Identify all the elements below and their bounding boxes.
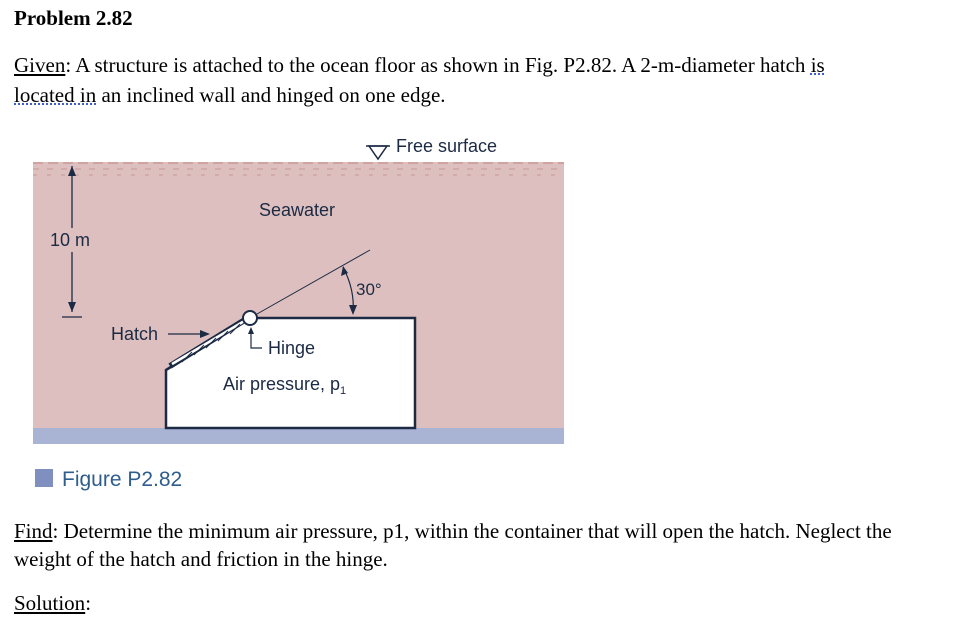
air-pressure-subscript: 1 <box>340 385 347 397</box>
free-surface-symbol-icon <box>369 146 387 159</box>
find-text: : Determine the minimum air pressure, p1, within the container that will open the hatch. Neglect the weight of the hatch and friction in the hinge. <box>14 519 892 571</box>
given-text: : A structure is attached to the ocean floor as shown in Fig. P2.82. A 2-m-diameter hatch <box>65 53 811 77</box>
hatch-label: Hatch <box>111 324 159 344</box>
figure-caption: Figure P2.82 <box>62 468 183 491</box>
hinge-label: Hinge <box>268 338 316 358</box>
solution-suffix: : <box>85 591 92 615</box>
solution-label: Solution <box>14 591 86 615</box>
depth-label: 10 m <box>50 230 91 250</box>
given-text-end: an inclined wall and hinged on one edge. <box>96 83 446 107</box>
given-text-dotted-1: is <box>810 53 825 77</box>
find-label: Find <box>14 519 53 543</box>
given-label: Given <box>14 53 66 77</box>
find-paragraph <box>14 517 954 573</box>
figure-p2-82 <box>30 130 570 500</box>
given-paragraph <box>14 50 954 110</box>
seawater-label: Seawater <box>259 200 336 220</box>
hinge-icon <box>243 311 257 325</box>
air-pressure-text: Air pressure, p <box>223 374 341 394</box>
free-surface-label: Free surface <box>396 136 498 156</box>
angle-label: 30° <box>356 280 382 299</box>
solution-heading <box>14 591 91 616</box>
given-text-dotted-2: located in <box>14 83 97 107</box>
ocean-floor <box>33 428 564 444</box>
air-pressure-label <box>223 374 346 397</box>
caption-square-icon <box>35 469 53 487</box>
problem-title: Problem 2.82 <box>14 6 133 30</box>
